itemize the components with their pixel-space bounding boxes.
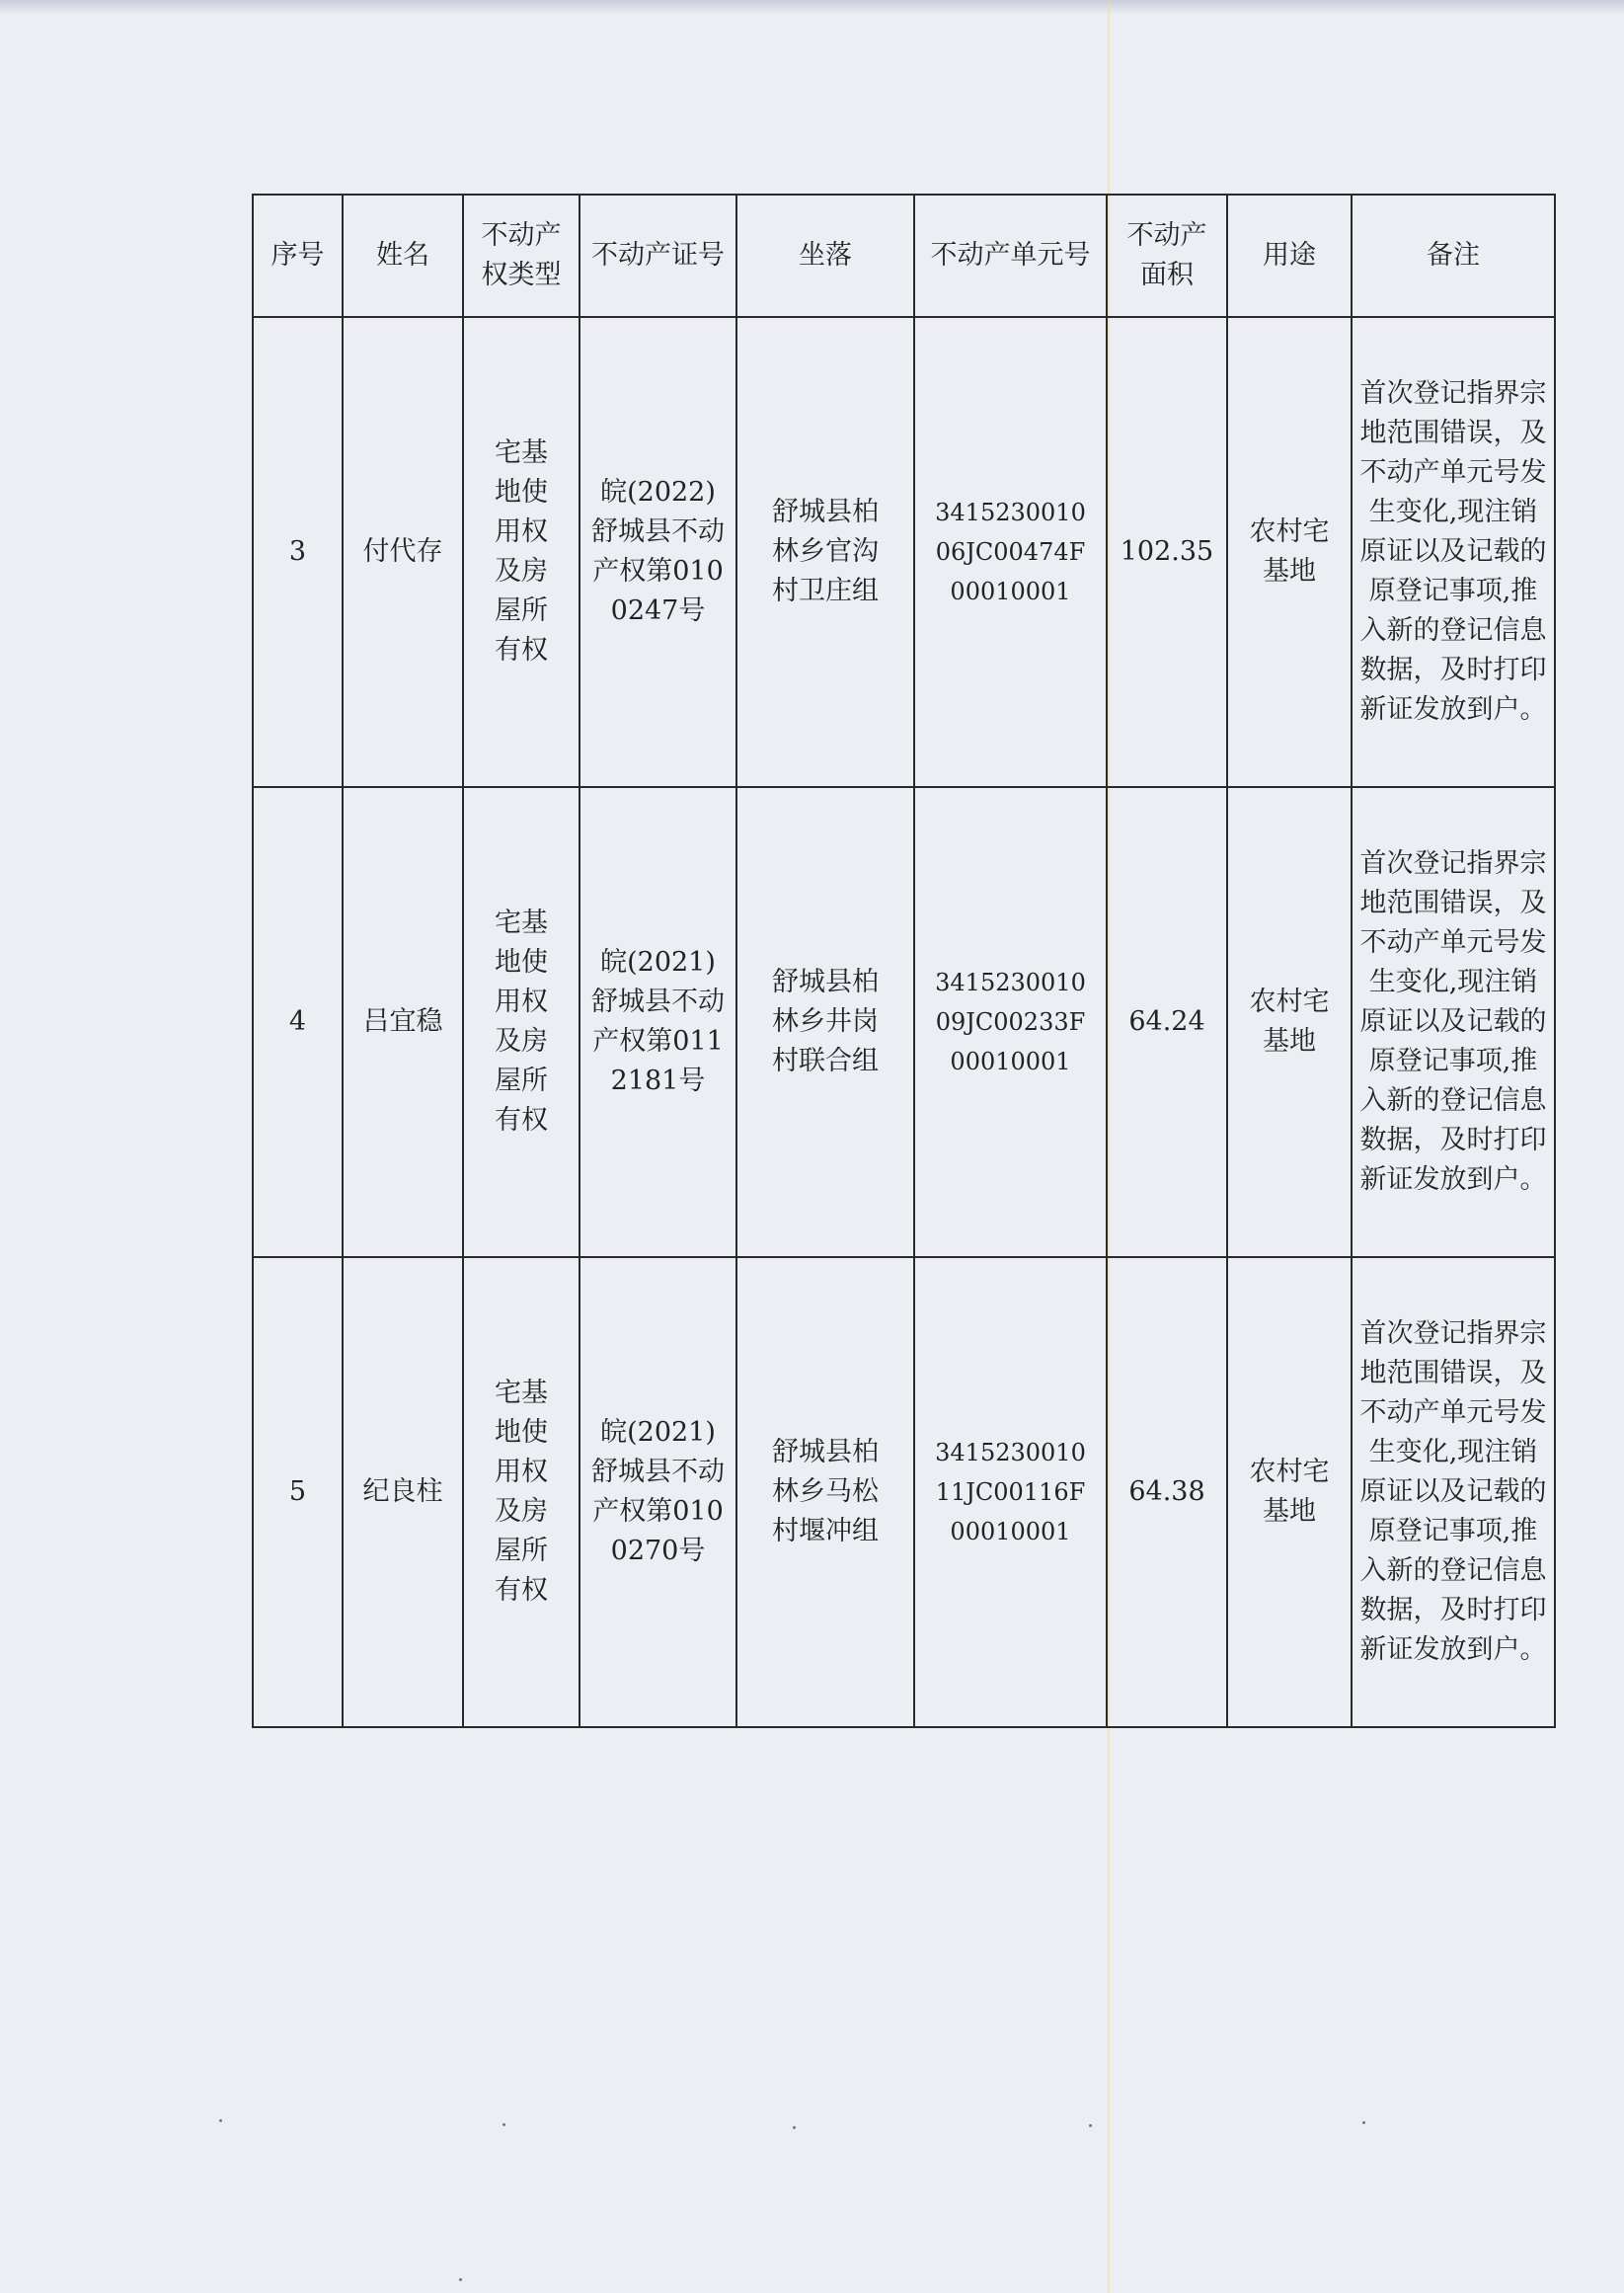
cell-cert-no: 皖(2022)舒城县不动产权第0100247号 [580, 317, 736, 787]
header-unit-no: 不动产单元号 [914, 195, 1107, 317]
property-register-table [252, 194, 1556, 1728]
cell-use: 农村宅基地 [1227, 317, 1352, 787]
header-right-type: 不动产权类型 [463, 195, 580, 317]
header-use: 用途 [1227, 195, 1352, 317]
cell-name: 纪良柱 [343, 1257, 463, 1727]
cell-area: 64.38 [1107, 1257, 1227, 1727]
cell-right-type: 宅基地使用权及房屋所有权 [463, 1257, 580, 1727]
cell-remark: 首次登记指界宗地范围错误，及不动产单元号发生变化,现注销原证以及记载的原登记事项,推入新的登记信息数据，及时打印新证发放到户。 [1352, 1257, 1555, 1727]
scan-speck [1089, 2124, 1092, 2127]
cell-right-type: 宅基地使用权及房屋所有权 [463, 317, 580, 787]
header-remark: 备注 [1352, 195, 1555, 317]
cell-seq: 3 [253, 317, 343, 787]
cell-unit-no: 341523001011JC00116F00010001 [914, 1257, 1107, 1727]
cell-right-type: 宅基地使用权及房屋所有权 [463, 787, 580, 1257]
header-seq: 序号 [253, 195, 343, 317]
table-row [253, 787, 1555, 1257]
cell-location: 舒城县柏林乡井岗村联合组 [736, 787, 914, 1257]
cell-seq: 4 [253, 787, 343, 1257]
header-cert-no: 不动产证号 [580, 195, 736, 317]
cell-seq: 5 [253, 1257, 343, 1727]
table-row [253, 1257, 1555, 1727]
scan-speck [219, 2119, 222, 2122]
cell-cert-no: 皖(2021)舒城县不动产权第0100270号 [580, 1257, 736, 1727]
scan-speck [459, 2278, 462, 2281]
cell-area: 64.24 [1107, 787, 1227, 1257]
header-area: 不动产面积 [1107, 195, 1227, 317]
cell-area: 102.35 [1107, 317, 1227, 787]
cell-cert-no: 皖(2021)舒城县不动产权第0112181号 [580, 787, 736, 1257]
cell-use: 农村宅基地 [1227, 787, 1352, 1257]
scan-speck [1362, 2121, 1365, 2124]
cell-remark: 首次登记指界宗地范围错误，及不动产单元号发生变化,现注销原证以及记载的原登记事项,推入新的登记信息数据，及时打印新证发放到户。 [1352, 787, 1555, 1257]
header-location: 坐落 [736, 195, 914, 317]
table-header-row [253, 195, 1555, 317]
cell-location: 舒城县柏林乡官沟村卫庄组 [736, 317, 914, 787]
cell-use: 农村宅基地 [1227, 1257, 1352, 1727]
scan-speck [503, 2123, 505, 2126]
scan-edge-shadow [0, 0, 1624, 14]
header-name: 姓名 [343, 195, 463, 317]
table-row [253, 317, 1555, 787]
cell-unit-no: 341523001009JC00233F00010001 [914, 787, 1107, 1257]
scan-speck [793, 2126, 796, 2129]
cell-name: 吕宜稳 [343, 787, 463, 1257]
cell-name: 付代存 [343, 317, 463, 787]
cell-remark: 首次登记指界宗地范围错误，及不动产单元号发生变化,现注销原证以及记载的原登记事项,推入新的登记信息数据，及时打印新证发放到户。 [1352, 317, 1555, 787]
cell-location: 舒城县柏林乡马松村堰冲组 [736, 1257, 914, 1727]
cell-unit-no: 341523001006JC00474F00010001 [914, 317, 1107, 787]
